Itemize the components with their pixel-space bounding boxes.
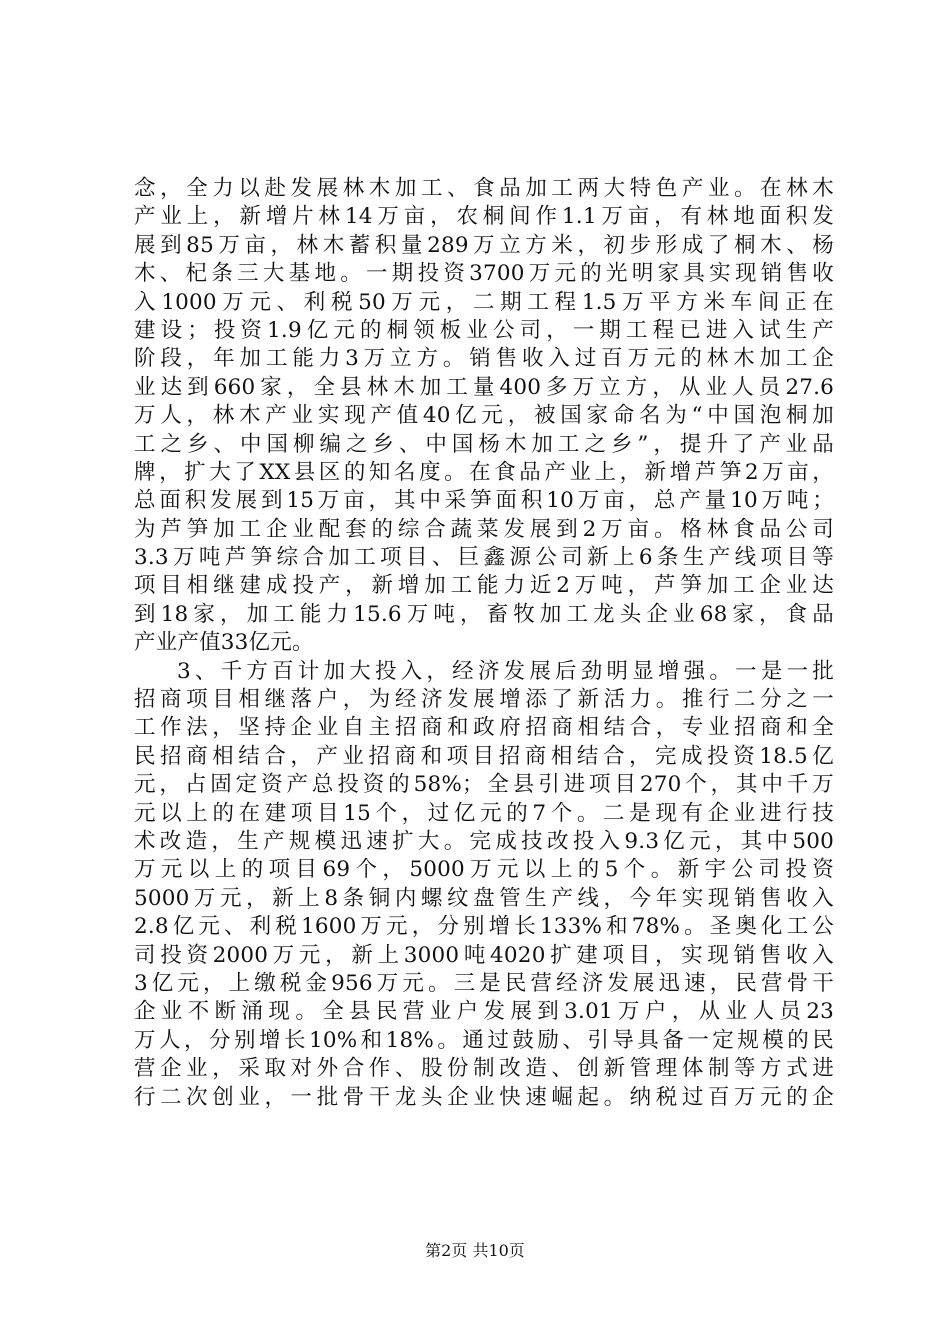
text-line: 展到85万亩，林木蓄积量289万立方米，初步形成了桐木、杨 [134, 232, 834, 258]
text-line: 司投资2000万元，新上3000吨4020扩建项目，实现销售收入 [134, 942, 834, 968]
text-line: 3亿元，上缴税金956万元。三是民营经济发展迅速，民营骨干 [134, 970, 834, 996]
text-line: 3、千方百计加大投入，经济发展后劲明显增强。一是一批 [177, 658, 834, 684]
text-line: 念，全力以赴发展林木加工、食品加工两大特色产业。在林木 [134, 176, 834, 201]
text-line: 民招商相结合，产业招商和项目招商相结合，完成投资18.5亿 [134, 743, 834, 769]
text-line: 木、杞条三大基地。一期投资3700万元的光明家具实现销售收 [134, 261, 834, 287]
page-footer: 第2页 共10页 [425, 1241, 525, 1260]
text-line: 建设；投资1.9亿元的桐领板业公司，一期工程已进入试生产 [134, 317, 834, 343]
text-line: 工作法，坚持企业自主招商和政府招商相结合，专业招商和全 [134, 715, 834, 741]
text-line: 总面积发展到15万亩，其中采笋面积10万亩，总产量10万吨； [134, 488, 834, 514]
text-line: 2.8亿元、利税1600万元，分别增长133%和78%。圣奥化工公 [134, 914, 834, 940]
text-line: 产业产值33亿元。 [134, 630, 314, 656]
text-line: 元以上的在建项目15个，过亿元的7个。二是现有企业进行技 [134, 800, 834, 826]
text-line: 阶段，年加工能力3万立方。销售收入过百万元的林木加工企 [134, 346, 834, 372]
text-line: 招商项目相继落户，为经济发展增添了新活力。推行二分之一 [134, 687, 834, 713]
text-line: 营企业，采取对外合作、股份制改造、创新管理体制等方式进 [134, 1056, 834, 1082]
text-line: 万元以上的项目69个，5000万元以上的5个。新宇公司投资 [134, 857, 834, 883]
text-line: 为芦笋加工企业配套的综合蔬菜发展到2万亩。格林食品公司 [134, 516, 834, 542]
text-line: 行二次创业，一批骨干龙头企业快速崛起。纳税过百万元的企 [134, 1084, 834, 1110]
text-line: 元，占固定资产总投资的58%；全县引进项目270个，其中千万 [134, 772, 834, 798]
text-line: 产业上，新增片林14万亩，农桐间作1.1万亩，有林地面积发 [134, 204, 834, 230]
text-line: 入1000万元、利税50万元，二期工程1.5万平方米车间正在 [134, 289, 834, 315]
text-line: 5000万元，新上8条铜内螺纹盘管生产线，今年实现销售收入 [134, 885, 834, 911]
text-line: 3.3万吨芦笋综合加工项目、巨鑫源公司新上6条生产线项目等 [134, 545, 834, 571]
text-line: 到18家，加工能力15.6万吨，畜牧加工龙头企业68家，食品 [134, 601, 834, 627]
text-line: 工之乡、中国柳编之乡、中国杨木加工之乡”，提升了产业品 [134, 431, 834, 457]
text-line: 万人，林木产业实现产值40亿元，被国家命名为“中国泡桐加 [134, 403, 834, 429]
text-line: 牌，扩大了XX县区的知名度。在食品产业上，新增芦笋2万亩， [134, 459, 834, 485]
text-line: 项目相继建成投产，新增加工能力近2万吨，芦笋加工企业达 [134, 573, 834, 599]
text-line: 万人，分别增长10%和18%。通过鼓励、引导具备一定规模的民 [134, 1027, 834, 1053]
text-line: 术改造，生产规模迅速扩大。完成技改投入9.3亿元，其中500 [134, 828, 834, 854]
body-text [134, 175, 834, 1112]
text-line: 业达到660家，全县林木加工量400多万立方，从业人员27.6 [134, 374, 834, 400]
text-line: 企业不断涌现。全县民营业户发展到3.01万户，从业人员23 [134, 999, 834, 1025]
